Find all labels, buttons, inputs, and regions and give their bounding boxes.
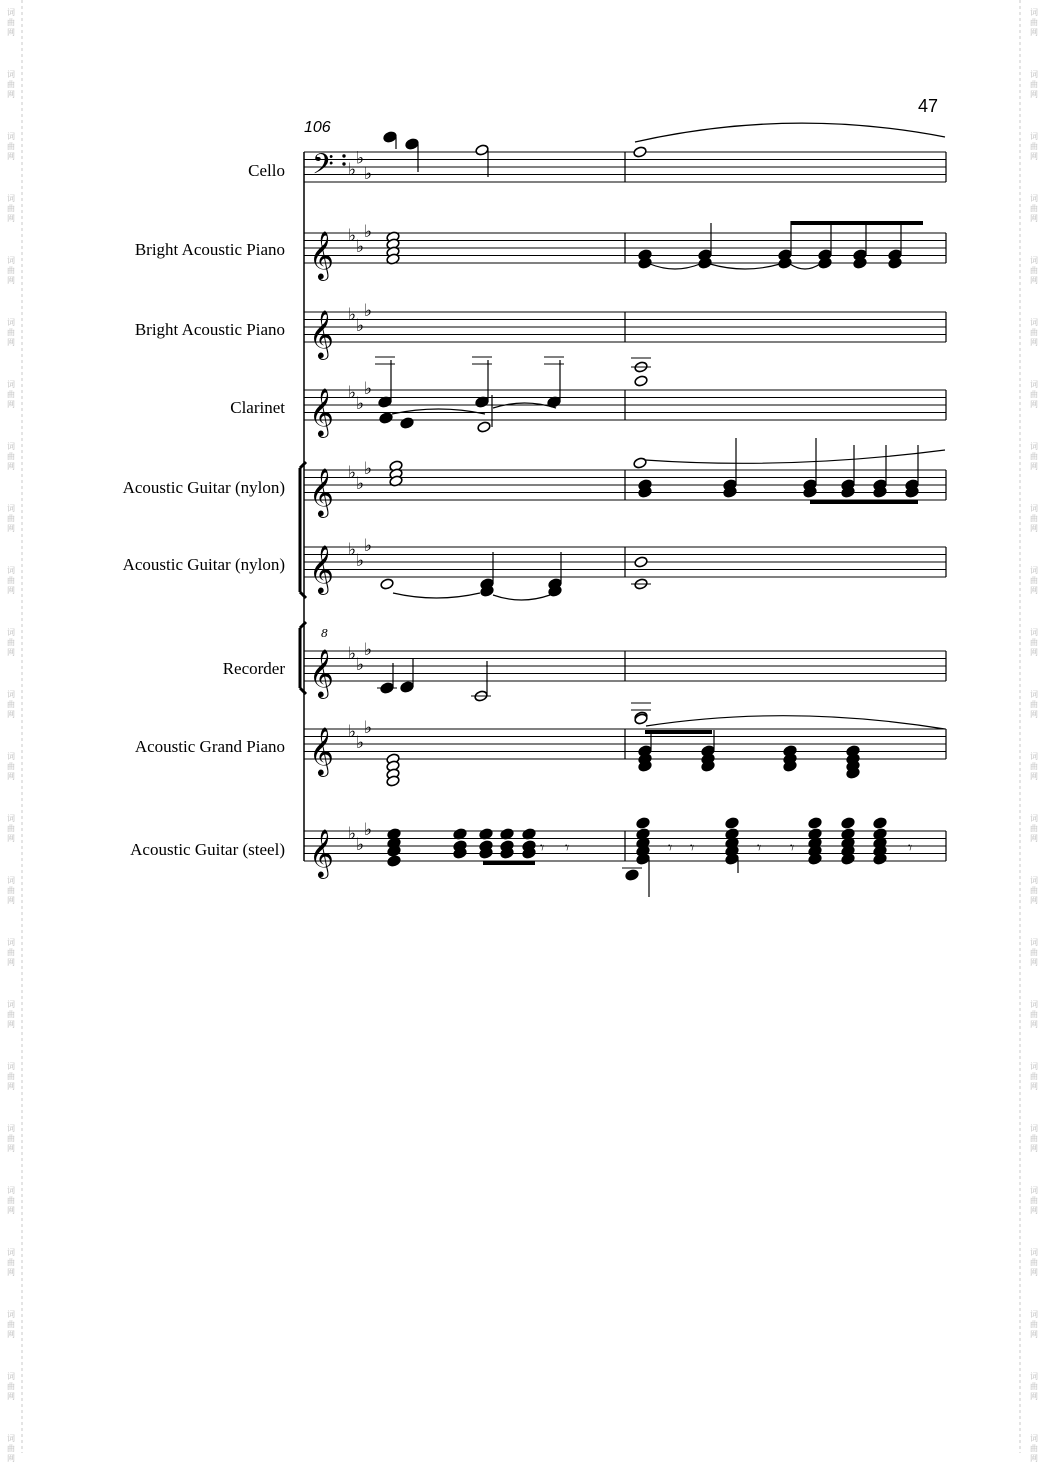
watermark-glyph: 词 曲 网 (1030, 1186, 1038, 1215)
watermark-glyph: 词 曲 网 (7, 194, 15, 223)
key-signature-flat: ♭ (348, 722, 357, 742)
eighth-rest: 𝄾 (790, 838, 795, 857)
clarinet-note (379, 412, 393, 424)
guitar-group-bracket (300, 462, 306, 598)
watermark-glyph: 词 曲 网 (1030, 504, 1038, 533)
watermark-glyph: 词 曲 网 (1030, 752, 1038, 781)
watermark-glyph: 词 曲 网 (7, 752, 15, 781)
treble-clef: 𝄞 (309, 648, 334, 697)
watermark-glyph: 词 曲 网 (1030, 132, 1038, 161)
key-signature-flat: ♭ (348, 226, 357, 246)
key-signature-flat: ♭ (364, 459, 373, 479)
watermark-glyph: 词 曲 网 (7, 690, 15, 719)
nylon2-note (380, 578, 394, 590)
steel-chord-note (636, 817, 650, 829)
cello-note (633, 146, 647, 158)
watermark-glyph: 词 曲 网 (1030, 1124, 1038, 1153)
steel-chord-note (387, 855, 401, 867)
slur (645, 450, 945, 463)
watermark-glyph: 词 曲 网 (1030, 1000, 1038, 1029)
watermark-glyph: 词 曲 网 (7, 566, 15, 595)
instrument-label-recorder: Recorder (222, 659, 285, 678)
watermark-glyph: 词 曲 网 (1030, 1372, 1038, 1401)
tie (392, 409, 485, 414)
key-signature-flat: ♭ (364, 536, 373, 556)
watermark-glyph: 词 曲 网 (7, 1372, 15, 1401)
watermark-glyph: 词 曲 网 (7, 256, 15, 285)
watermark-glyph: 词 曲 网 (7, 1248, 15, 1277)
treble-clef: 𝄞 (309, 387, 334, 436)
steel-chord-note (841, 817, 855, 829)
watermark-glyph: 词 曲 网 (1030, 318, 1038, 347)
eighth-rest: 𝄾 (757, 838, 762, 857)
key-signature-flat: ♭ (348, 305, 357, 325)
measure-number: 106 (304, 119, 331, 136)
treble-clef: 𝄞 (309, 726, 334, 775)
treble-clef: 𝄞 (309, 544, 334, 593)
watermark-glyph: 词 曲 网 (1030, 70, 1038, 99)
instrument-label-clarinet: Clarinet (230, 398, 285, 417)
nylon2-note (634, 556, 648, 568)
watermark-glyph: 词 曲 网 (7, 814, 15, 843)
key-signature-flat: ♭ (348, 644, 357, 664)
instrument-label-steel-guitar: Acoustic Guitar (steel) (130, 840, 285, 859)
piano2-note (634, 375, 648, 387)
steel-chord-note (873, 817, 887, 829)
treble-clef: 𝄞 (309, 467, 334, 516)
instrument-label-bright-piano-2: Bright Acoustic Piano (134, 320, 285, 339)
beam (483, 861, 535, 865)
instrument-label-grand-piano: Acoustic Grand Piano (134, 737, 285, 756)
slur (646, 716, 945, 729)
key-signature-flat: ♭ (348, 540, 357, 560)
watermark-glyph: 词 曲 网 (1030, 442, 1038, 471)
watermark-glyph: 词 曲 网 (7, 1062, 15, 1091)
watermark-glyph: 词 曲 网 (7, 442, 15, 471)
tie (790, 264, 820, 269)
key-signature-flat: ♭ (364, 301, 373, 321)
key-signature-flat: ♭ (356, 237, 365, 257)
instrument-label-nylon-guitar-1: Acoustic Guitar (nylon) (122, 478, 285, 497)
treble-clef: 𝄞 (309, 230, 334, 279)
clarinet-note (400, 417, 414, 429)
cello-note (405, 138, 419, 150)
eighth-rest: 𝄾 (668, 838, 673, 857)
key-signature-flat: ♭ (348, 383, 357, 403)
watermark-glyph: 词 曲 网 (7, 504, 15, 533)
watermark-glyph: 词 曲 网 (1030, 1434, 1038, 1463)
cello-note (383, 131, 397, 143)
watermark-glyph: 词 曲 网 (7, 1310, 15, 1339)
tie (650, 264, 700, 269)
watermark-glyph: 词 曲 网 (7, 628, 15, 657)
watermark-glyph: 词 曲 网 (1030, 690, 1038, 719)
watermark-glyph: 词 曲 网 (7, 1000, 15, 1029)
watermark-glyph: 词 曲 网 (1030, 628, 1038, 657)
watermark-glyph: 词 曲 网 (7, 1186, 15, 1215)
key-signature-flat: ♭ (364, 379, 373, 399)
cello-note (475, 144, 489, 156)
instrument-label-nylon-guitar-2: Acoustic Guitar (nylon) (122, 555, 285, 574)
eighth-rest: 𝄾 (690, 838, 695, 857)
key-signature-flat: ♭ (356, 655, 365, 675)
key-signature-flat: ♭ (364, 640, 373, 660)
key-signature-flat: ♭ (364, 164, 373, 184)
beam (810, 500, 918, 504)
watermark-glyph: 词 曲 网 (7, 8, 15, 37)
key-signature-flat: ♭ (356, 394, 365, 414)
tie (493, 595, 550, 600)
tie (710, 264, 780, 269)
watermark-glyph: 词 曲 网 (7, 1124, 15, 1153)
octave-mark: 8 (321, 627, 328, 640)
key-signature-flat: ♭ (364, 222, 373, 242)
key-signature-flat: ♭ (356, 316, 365, 336)
watermark-glyph: 词 曲 网 (1030, 1310, 1038, 1339)
tie (393, 593, 480, 598)
watermark-glyph: 词 曲 网 (7, 70, 15, 99)
watermark-glyph: 词 曲 网 (1030, 938, 1038, 967)
key-signature-flat: ♭ (356, 474, 365, 494)
key-signature-flat: ♭ (348, 160, 357, 180)
key-signature-flat: ♭ (356, 733, 365, 753)
steel-chord-note (725, 817, 739, 829)
key-signature-flat: ♭ (348, 463, 357, 483)
steel-chord-note (808, 817, 822, 829)
eighth-rest: 𝄾 (565, 838, 570, 857)
watermark-glyph: 词 曲 网 (1030, 814, 1038, 843)
steel-low-note (625, 869, 639, 881)
clef-dot (342, 162, 345, 165)
instrument-label-cello: Cello (248, 161, 285, 180)
beam (645, 730, 712, 734)
eighth-rest: 𝄾 (540, 838, 545, 857)
clarinet-note (477, 421, 491, 433)
eighth-rest: 𝄾 (908, 838, 913, 857)
watermark-glyph: 词 曲 网 (1030, 876, 1038, 905)
watermark-glyph: 词 曲 网 (7, 876, 15, 905)
watermark-glyph: 词 曲 网 (1030, 1248, 1038, 1277)
key-signature-flat: ♭ (348, 824, 357, 844)
slur (635, 123, 945, 142)
treble-clef: 𝄞 (309, 309, 334, 358)
watermark-glyph: 词 曲 网 (7, 132, 15, 161)
watermark-glyph: 词 曲 网 (1030, 566, 1038, 595)
key-signature-flat: ♭ (356, 148, 365, 169)
beam (791, 221, 923, 225)
key-signature-flat: ♭ (356, 551, 365, 571)
page-number: 47 (918, 96, 939, 116)
nylon-note (633, 457, 647, 469)
key-signature-flat: ♭ (364, 820, 373, 840)
instrument-label-bright-piano-1: Bright Acoustic Piano (134, 240, 285, 259)
watermark-glyph: 词 曲 网 (7, 318, 15, 347)
key-signature-flat: ♭ (356, 835, 365, 855)
clef-dot (342, 154, 345, 157)
bass-clef: 𝄢 (312, 148, 334, 188)
watermark-glyph: 词 曲 网 (1030, 256, 1038, 285)
watermark-glyph: 词 曲 网 (1030, 1062, 1038, 1091)
recorder-note (400, 681, 414, 693)
watermark-glyph: 词 曲 网 (1030, 8, 1038, 37)
watermark-glyph: 词 曲 网 (1030, 194, 1038, 223)
treble-clef: 𝄞 (309, 828, 334, 877)
watermark-glyph: 词 曲 网 (7, 938, 15, 967)
watermark-glyph: 词 曲 网 (7, 380, 15, 409)
key-signature-flat: ♭ (364, 718, 373, 738)
watermark-glyph: 词 曲 网 (7, 1434, 15, 1463)
watermark-glyph: 词 曲 网 (1030, 380, 1038, 409)
